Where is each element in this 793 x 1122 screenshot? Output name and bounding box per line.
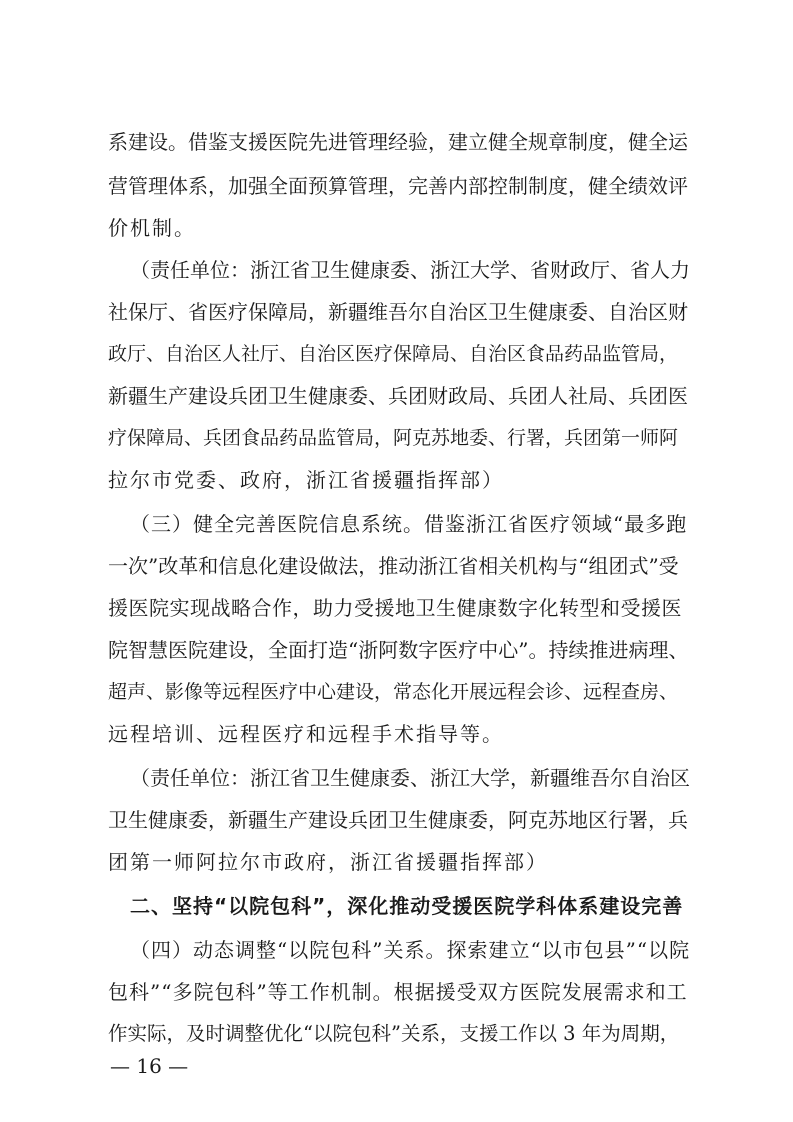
section-three-line: 院智慧医院建设，全面打造“浙阿数字医疗中心”。持续推进病理、 [108, 638, 689, 662]
section-four-line: 作实际，及时调整优化“以院包科”关系，支援工作以 3 年为周期， [108, 1022, 680, 1045]
section-three-line: 远程培训、远程医疗和远程手术指导等。 [108, 722, 504, 746]
text-line: 营管理体系，加强全面预算管理，完善内部控制制度，健全绩效评 [108, 174, 688, 198]
page-number: — 16 — [110, 1054, 189, 1078]
text-line: 价机制。 [108, 216, 196, 240]
responsibility-note-line: 拉尔市党委、政府，浙江省援疆指挥部） [108, 468, 504, 492]
section-three-line: 一次”改革和信息化建设做法，推动浙江省相关机构与“组团式”受 [108, 554, 679, 578]
responsibility-note-line: 疗保障局、兵团食品药品监管局，阿克苏地委、行署，兵团第一师阿 [108, 427, 679, 449]
section-four-line: 包科”“多院包科”等工作机制。根据援受双方医院发展需求和工 [108, 980, 688, 1004]
text-line: 系建设。借鉴支援医院先进管理经验，建立健全规章制度，健全运 [108, 130, 688, 154]
responsibility-note-line: 政厅、自治区人社厅、自治区医疗保障局、自治区食品药品监管局， [108, 343, 679, 365]
section-three-line: （三）健全完善医院信息系统。借鉴浙江省医疗领域“最多跑 [130, 512, 688, 536]
section-three-line: 超声、影像等远程医疗中心建设，常态化开展远程会诊、远程查房、 [108, 681, 679, 703]
responsibility-note-line: 团第一师阿拉尔市政府，浙江省援疆指挥部） [108, 850, 548, 874]
responsibility-note-line: （责任单位：浙江省卫生健康委、浙江大学、省财政厅、省人力 [130, 258, 690, 282]
section-four-line: （四）动态调整“以院包科”关系。探索建立“以市包县”“以院 [130, 938, 691, 962]
responsibility-note-line: （责任单位：浙江省卫生健康委、浙江大学，新疆维吾尔自治区 [130, 766, 690, 790]
responsibility-note-line: 新疆生产建设兵团卫生健康委、兵团财政局、兵团人社局、兵团医 [108, 384, 688, 408]
section-heading: 二、坚持“以院包科”，深化推动受援医院学科体系建设完善 [130, 894, 684, 918]
responsibility-note-line: 社保厅、省医疗保障局，新疆维吾尔自治区卫生健康委、自治区财 [108, 300, 688, 324]
responsibility-note-line: 卫生健康委，新疆生产建设兵团卫生健康委，阿克苏地区行署，兵 [108, 808, 688, 832]
section-three-line: 援医院实现战略合作，助力受援地卫生健康数字化转型和受援医 [108, 596, 682, 620]
